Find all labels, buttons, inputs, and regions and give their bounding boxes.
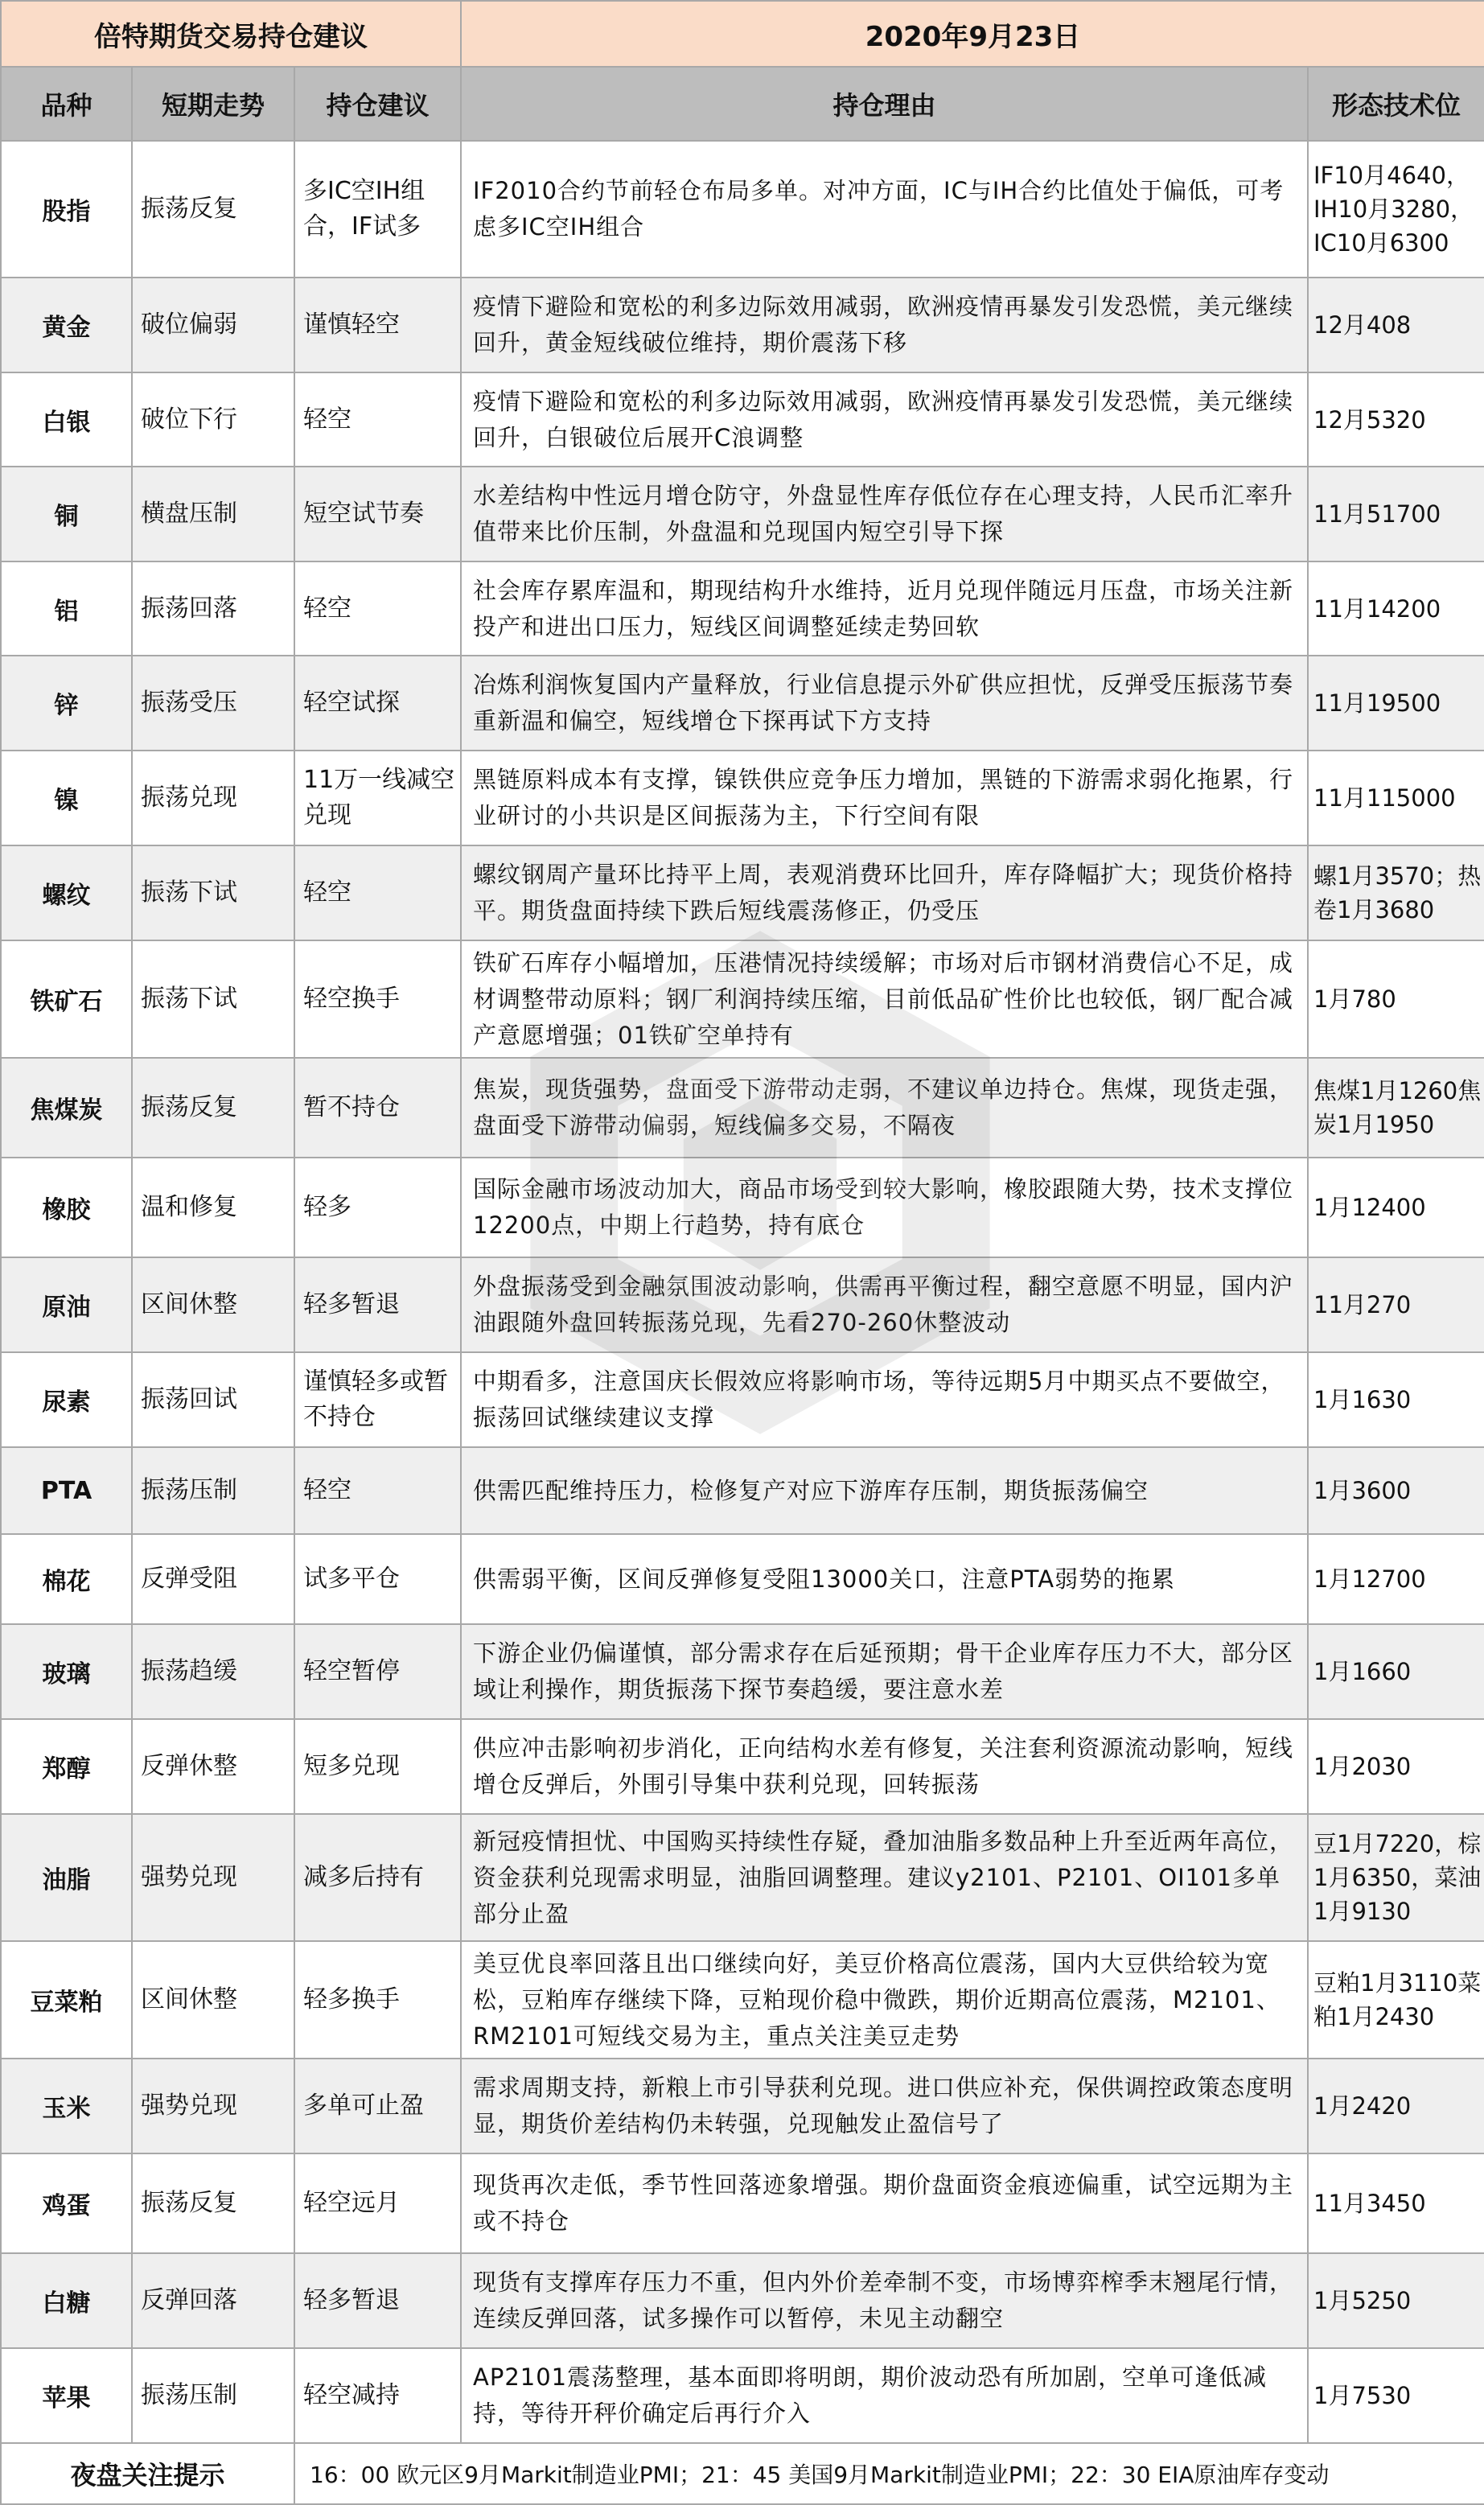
trend-cell: 横盘压制 <box>132 467 294 561</box>
advice-cell: 轻空 <box>294 845 461 940</box>
advice-cell: 轻多换手 <box>294 1941 461 2059</box>
table-row <box>1 2253 1484 2348</box>
trend-cell: 振荡趋缓 <box>132 1624 294 1719</box>
advice-cell: 谨慎轻空 <box>294 278 461 372</box>
level-cell: 11月19500 <box>1308 656 1484 751</box>
product-cell: 苹果 <box>1 2348 132 2443</box>
product-cell: 郑醇 <box>1 1719 132 1814</box>
advice-cell: 轻空暂停 <box>294 1624 461 1719</box>
trend-cell: 区间休整 <box>132 1257 294 1352</box>
table-row <box>1 1814 1484 1941</box>
trend-cell: 反弹回落 <box>132 2253 294 2348</box>
advice-cell: 试多平仓 <box>294 1534 461 1624</box>
level-cell: 1月5250 <box>1308 2253 1484 2348</box>
col-header-trend: 短期走势 <box>132 67 294 141</box>
reason-cell: 现货再次走低，季节性回落迹象增强。期价盘面资金痕迹偏重，试空远期为主或不持仓 <box>461 2153 1308 2253</box>
trend-cell: 温和修复 <box>132 1158 294 1257</box>
advice-cell: 轻空减持 <box>294 2348 461 2443</box>
advice-cell: 谨慎轻多或暂不持仓 <box>294 1352 461 1447</box>
header-row <box>1 67 1484 141</box>
reason-cell: 国际金融市场波动加大，商品市场受到较大影响，橡胶跟随大势，技术支撑位12200点，中期上行趋势，持有底仓 <box>461 1158 1308 1257</box>
level-cell: 1月2420 <box>1308 2059 1484 2153</box>
advice-cell: 暂不持仓 <box>294 1058 461 1158</box>
reason-cell: 螺纹钢周产量环比持平上周，表观消费环比回升，库存降幅扩大；现货价格持平。期货盘面持续下跌后短线震荡修正，仍受压 <box>461 845 1308 940</box>
advice-cell: 轻空试探 <box>294 656 461 751</box>
advice-cell: 短多兑现 <box>294 1719 461 1814</box>
level-cell: 豆1月7220，棕1月6350，菜油1月9130 <box>1308 1814 1484 1941</box>
col-header-reason: 持仓理由 <box>461 67 1308 141</box>
trend-cell: 振荡下试 <box>132 940 294 1058</box>
reason-cell: AP2101震荡整理，基本面即将明朗，期价波动恐有所加剧，空单可逢低减持，等待开秤价确定后再行介入 <box>461 2348 1308 2443</box>
product-cell: 白糖 <box>1 2253 132 2348</box>
reason-cell: 需求周期支持，新粮上市引导获利兑现。进口供应补充，保供调控政策态度明显，期货价差结构仍未转强，兑现触发止盈信号了 <box>461 2059 1308 2153</box>
product-cell: 铝 <box>1 561 132 656</box>
level-cell: 11月14200 <box>1308 561 1484 656</box>
table-row <box>1 2059 1484 2153</box>
level-cell: 12月408 <box>1308 278 1484 372</box>
col-header-level: 形态技术位 <box>1308 67 1484 141</box>
reason-cell: 供需匹配维持压力，检修复产对应下游库存压制，期货振荡偏空 <box>461 1447 1308 1534</box>
product-cell: 螺纹 <box>1 845 132 940</box>
advice-cell: 11万一线减空兑现 <box>294 751 461 845</box>
table-row <box>1 561 1484 656</box>
table-title: 倍特期货交易持仓建议 <box>1 1 461 67</box>
table-row <box>1 141 1484 278</box>
advice-cell: 轻空远月 <box>294 2153 461 2253</box>
level-cell: 豆粕1月3110菜粕1月2430 <box>1308 1941 1484 2059</box>
level-cell: IF10月4640，IH10月3280，IC10月6300 <box>1308 141 1484 278</box>
reason-cell: 中期看多，注意国庆长假效应将影响市场，等待远期5月中期买点不要做空，振荡回试继续建议支撑 <box>461 1352 1308 1447</box>
advice-cell: 减多后持有 <box>294 1814 461 1941</box>
trend-cell: 破位下行 <box>132 372 294 467</box>
level-cell: 螺1月3570；热卷1月3680 <box>1308 845 1484 940</box>
table-row <box>1 1257 1484 1352</box>
trend-cell: 振荡回落 <box>132 561 294 656</box>
reason-cell: 新冠疫情担忧、中国购买持续性存疑，叠加油脂多数品种上升至近两年高位，资金获利兑现需求明显，油脂回调整理。建议y2101、P2101、OI101多单部分止盈 <box>461 1814 1308 1941</box>
product-cell: 玉米 <box>1 2059 132 2153</box>
reason-cell: 疫情下避险和宽松的利多边际效用减弱，欧洲疫情再暴发引发恐慌，美元继续回升，白银破位后展开C浪调整 <box>461 372 1308 467</box>
table-row <box>1 1719 1484 1814</box>
reason-cell: 下游企业仍偏谨慎，部分需求存在后延预期；骨干企业库存压力不大，部分区域让利操作，期货振荡下探节奏趋缓，要注意水差 <box>461 1624 1308 1719</box>
level-cell: 11月51700 <box>1308 467 1484 561</box>
level-cell: 1月2030 <box>1308 1719 1484 1814</box>
product-cell: 铜 <box>1 467 132 561</box>
table-row <box>1 1352 1484 1447</box>
trend-cell: 振荡反复 <box>132 141 294 278</box>
advice-cell: 轻空 <box>294 561 461 656</box>
table-row <box>1 278 1484 372</box>
advice-cell: 轻空 <box>294 372 461 467</box>
reason-cell: 美豆优良率回落且出口继续向好，美豆价格高位震荡，国内大豆供给较为宽松，豆粕库存继续下降，豆粕现价稳中微跌，期价近期高位震荡，M2101、RM2101可短线交易为主，重点关注美豆走势 <box>461 1941 1308 2059</box>
table-row <box>1 1941 1484 2059</box>
product-cell: 橡胶 <box>1 1158 132 1257</box>
table-row <box>1 1624 1484 1719</box>
trend-cell: 强势兑现 <box>132 2059 294 2153</box>
product-cell: 锌 <box>1 656 132 751</box>
level-cell: 1月1660 <box>1308 1624 1484 1719</box>
product-cell: 棉花 <box>1 1534 132 1624</box>
advice-cell: 轻空换手 <box>294 940 461 1058</box>
reason-cell: 现货有支撑库存压力不重，但内外价差牵制不变，市场博弈榨季末翘尾行情，连续反弹回落，试多操作可以暂停，未见主动翻空 <box>461 2253 1308 2348</box>
level-cell: 1月780 <box>1308 940 1484 1058</box>
table-row <box>1 751 1484 845</box>
table-row <box>1 467 1484 561</box>
table-row <box>1 1058 1484 1158</box>
advice-cell: 多IC空IH组合，IF试多 <box>294 141 461 278</box>
product-cell: 玻璃 <box>1 1624 132 1719</box>
table-row <box>1 2348 1484 2443</box>
reason-cell: 社会库存累库温和，期现结构升水维持，近月兑现伴随远月压盘，市场关注新投产和进出口压力，短线区间调整延续走势回软 <box>461 561 1308 656</box>
trend-cell: 反弹受阻 <box>132 1534 294 1624</box>
reason-cell: 供应冲击影响初步消化，正向结构水差有修复，关注套利资源流动影响，短线增仓反弹后，外围引导集中获利兑现，回转振荡 <box>461 1719 1308 1814</box>
advice-cell: 多单可止盈 <box>294 2059 461 2153</box>
trend-cell: 振荡回试 <box>132 1352 294 1447</box>
product-cell: 油脂 <box>1 1814 132 1941</box>
table-row <box>1 1534 1484 1624</box>
table-row <box>1 2153 1484 2253</box>
reason-cell: IF2010合约节前轻仓布局多单。对冲方面，IC与IH合约比值处于偏低，可考虑多IC空IH组合 <box>461 141 1308 278</box>
reason-cell: 铁矿石库存小幅增加，压港情况持续缓解；市场对后市钢材消费信心不足，成材调整带动原料；钢厂利润持续压缩，目前低品矿性价比也较低，钢厂配合减产意愿增强；01铁矿空单持有 <box>461 940 1308 1058</box>
product-cell: 焦煤炭 <box>1 1058 132 1158</box>
product-cell: 黄金 <box>1 278 132 372</box>
level-cell: 11月270 <box>1308 1257 1484 1352</box>
reason-cell: 黑链原料成本有支撑，镍铁供应竞争压力增加，黑链的下游需求弱化拖累，行业研讨的小共识是区间振荡为主，下行空间有限 <box>461 751 1308 845</box>
product-cell: 原油 <box>1 1257 132 1352</box>
advice-cell: 轻多 <box>294 1158 461 1257</box>
trend-cell: 振荡压制 <box>132 1447 294 1534</box>
level-cell: 12月5320 <box>1308 372 1484 467</box>
footer-row <box>1 2443 1484 2504</box>
level-cell: 11月3450 <box>1308 2153 1484 2253</box>
product-cell: 股指 <box>1 141 132 278</box>
trend-cell: 反弹休整 <box>132 1719 294 1814</box>
trend-cell: 振荡反复 <box>132 1058 294 1158</box>
trend-cell: 破位偏弱 <box>132 278 294 372</box>
night-session-events: 16：00 欧元区9月Markit制造业PMI；21：45 美国9月Markit制造业PMI；22：30 EIA原油库存变动 <box>294 2443 1484 2504</box>
reason-cell: 焦炭，现货强势，盘面受下游带动走弱，不建议单边持仓。焦煤，现货走强，盘面受下游带动偏弱，短线偏多交易，不隔夜 <box>461 1058 1308 1158</box>
report-date: 2020年9月23日 <box>461 1 1484 67</box>
advice-cell: 轻多暂退 <box>294 2253 461 2348</box>
night-session-label: 夜盘关注提示 <box>1 2443 294 2504</box>
trend-cell: 振荡反复 <box>132 2153 294 2253</box>
reason-cell: 疫情下避险和宽松的利多边际效用减弱，欧洲疫情再暴发引发恐慌，美元继续回升，黄金短线破位维持，期价震荡下移 <box>461 278 1308 372</box>
reason-cell: 冶炼利润恢复国内产量释放，行业信息提示外矿供应担忧，反弹受压振荡节奏重新温和偏空，短线增仓下探再试下方支持 <box>461 656 1308 751</box>
level-cell: 焦煤1月1260焦炭1月1950 <box>1308 1058 1484 1158</box>
table-row <box>1 845 1484 940</box>
table-row <box>1 1158 1484 1257</box>
reason-cell: 水差结构中性远月增仓防守，外盘显性库存低位存在心理支持，人民币汇率升值带来比价压制，外盘温和兑现国内短空引导下探 <box>461 467 1308 561</box>
product-cell: 豆菜粕 <box>1 1941 132 2059</box>
product-cell: 尿素 <box>1 1352 132 1447</box>
product-cell: 镍 <box>1 751 132 845</box>
advice-cell: 轻多暂退 <box>294 1257 461 1352</box>
product-cell: PTA <box>1 1447 132 1534</box>
advice-cell: 短空试节奏 <box>294 467 461 561</box>
table-row <box>1 940 1484 1058</box>
level-cell: 11月115000 <box>1308 751 1484 845</box>
level-cell: 1月1630 <box>1308 1352 1484 1447</box>
table-row <box>1 1447 1484 1534</box>
col-header-product: 品种 <box>1 67 132 141</box>
trend-cell: 振荡兑现 <box>132 751 294 845</box>
title-row <box>1 1 1484 67</box>
level-cell: 1月12400 <box>1308 1158 1484 1257</box>
trend-cell: 振荡下试 <box>132 845 294 940</box>
table-row <box>1 372 1484 467</box>
trend-cell: 振荡受压 <box>132 656 294 751</box>
level-cell: 1月7530 <box>1308 2348 1484 2443</box>
trend-cell: 区间休整 <box>132 1941 294 2059</box>
table-row <box>1 656 1484 751</box>
reason-cell: 外盘振荡受到金融氛围波动影响，供需再平衡过程，翻空意愿不明显，国内沪油跟随外盘回转振荡兑现，先看270-260休整波动 <box>461 1257 1308 1352</box>
product-cell: 白银 <box>1 372 132 467</box>
trend-cell: 强势兑现 <box>132 1814 294 1941</box>
reason-cell: 供需弱平衡，区间反弹修复受阻13000关口，注意PTA弱势的拖累 <box>461 1534 1308 1624</box>
trend-cell: 振荡压制 <box>132 2348 294 2443</box>
table-body <box>1 141 1484 2443</box>
product-cell: 铁矿石 <box>1 940 132 1058</box>
advice-cell: 轻空 <box>294 1447 461 1534</box>
level-cell: 1月3600 <box>1308 1447 1484 1534</box>
level-cell: 1月12700 <box>1308 1534 1484 1624</box>
col-header-advice: 持仓建议 <box>294 67 461 141</box>
product-cell: 鸡蛋 <box>1 2153 132 2253</box>
